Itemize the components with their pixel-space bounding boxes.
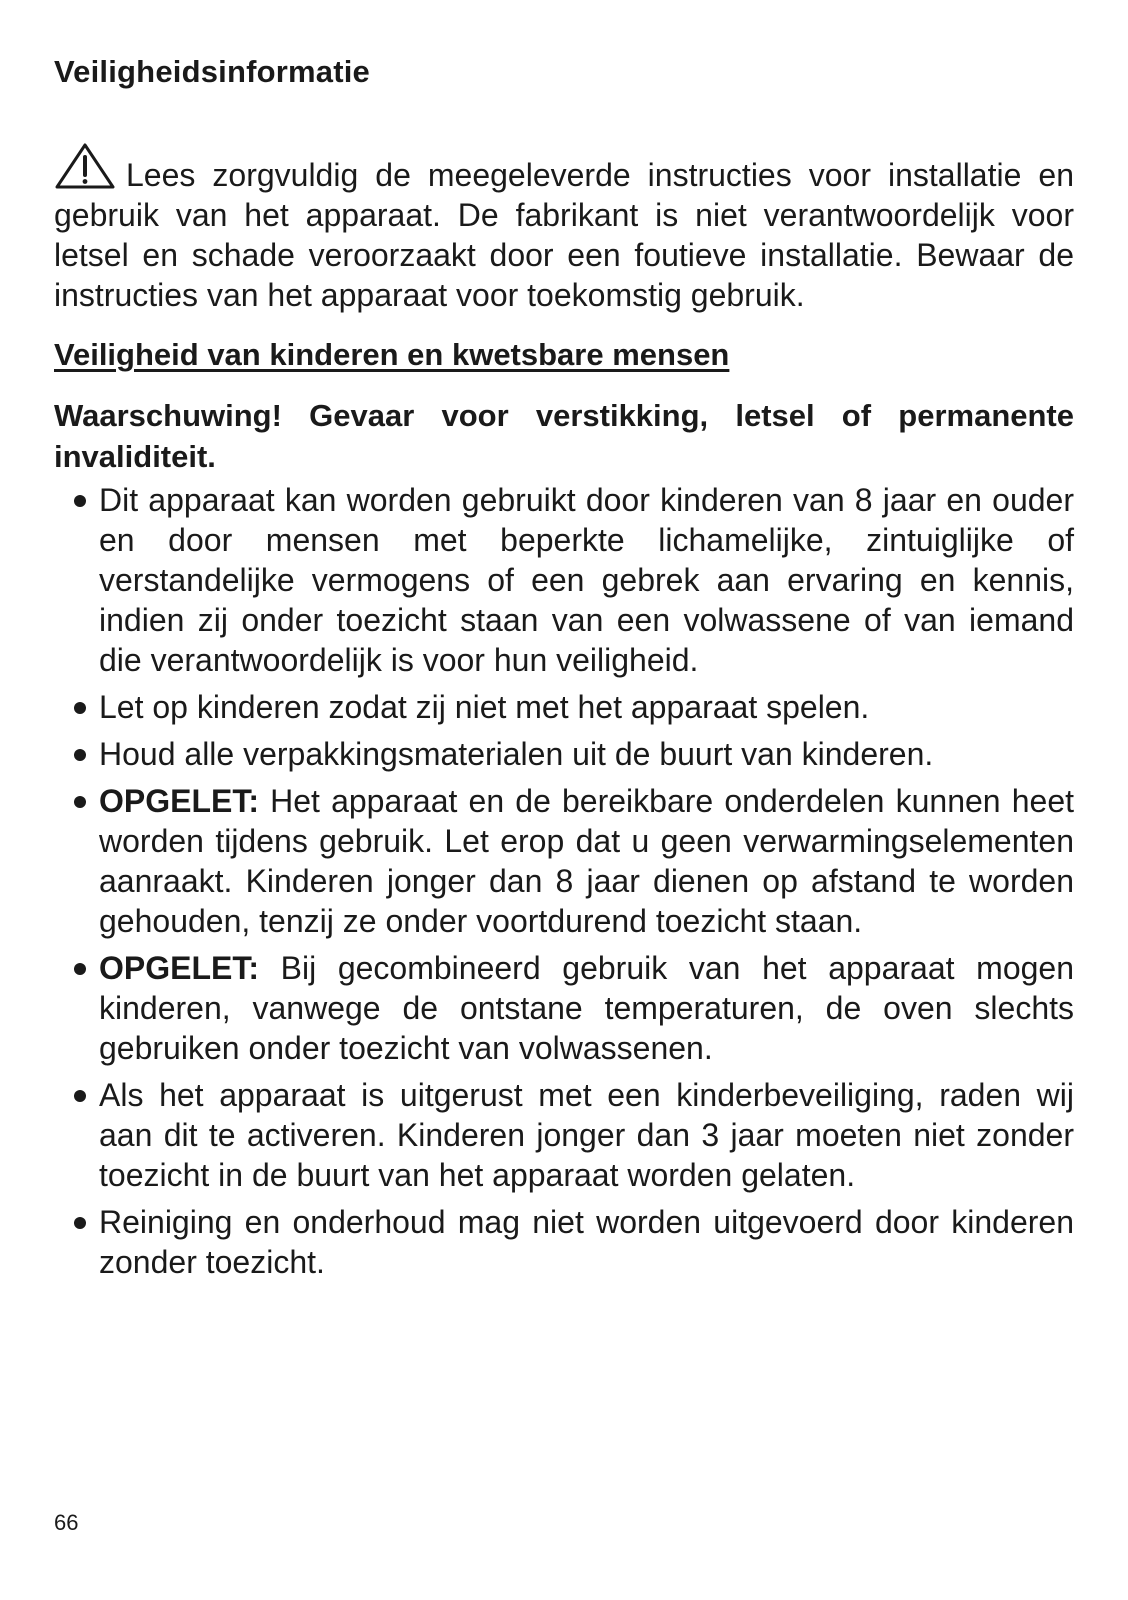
section-heading: Veiligheid van kinderen en kwetsbare mensen: [54, 337, 730, 372]
intro-paragraph: [54, 142, 1074, 315]
bullet-text: Bij gecombineerd gebruik van het apparaat mogen kinderen, vanwege de ontstane temperaturen, de oven slechts gebruiken onder toezicht van volwassenen.: [99, 950, 1074, 1066]
bullet-dot-icon: [74, 1090, 86, 1102]
page-number: 66: [54, 1510, 79, 1535]
list-item: [54, 1202, 1074, 1282]
bullet-text: Dit apparaat kan worden gebruikt door kinderen van 8 jaar en ouder en door mensen met beperkte lichamelijke, zintuiglijke of verstandelijke vermogens of een gebrek aan ervaring en kennis, indien zij onder toezicht staan van een volwassene of van iemand die verantwoordelijk is voor hun veiligheid.: [99, 482, 1074, 678]
bullet-lead: OPGELET:: [99, 950, 260, 986]
bullet-text: Reiniging en onderhoud mag niet worden uitgevoerd door kinderen zonder toezicht.: [99, 1204, 1074, 1280]
list-item: [54, 480, 1074, 680]
list-item: [54, 948, 1074, 1068]
bullet-dot-icon: [74, 749, 86, 761]
bullet-dot-icon: [74, 963, 86, 975]
list-item: [54, 687, 1074, 727]
bullet-dot-icon: [74, 495, 86, 507]
intro-text: Lees zorgvuldig de meegeleverde instructies voor installatie en gebruik van het apparaat. De fabrikant is niet verantwoordelijk voor letsel en schade veroorzaakt door een foutieve installatie. Bewaar de instructies van het apparaat voor toekomstig gebruik.: [54, 157, 1074, 313]
list-item: [54, 734, 1074, 774]
bullet-dot-icon: [74, 702, 86, 714]
bullet-dot-icon: [74, 796, 86, 808]
bullet-text: Als het apparaat is uitgerust met een kinderbeveiliging, raden wij aan dit te activeren. Kinderen jonger dan 3 jaar moeten niet zonder toezicht in de buurt van het apparaat worden gelaten.: [99, 1077, 1074, 1193]
warning-text: Waarschuwing! Gevaar voor verstikking, letsel of permanente invaliditeit.: [54, 398, 1074, 474]
bullet-text: Let op kinderen zodat zij niet met het apparaat spelen.: [99, 689, 870, 725]
page-title: Veiligheidsinformatie: [54, 54, 371, 89]
bullet-text: Houd alle verpakkingsmaterialen uit de buurt van kinderen.: [99, 736, 934, 772]
list-item: [54, 1075, 1074, 1195]
list-item: [54, 781, 1074, 941]
safety-bullet-list: [54, 480, 1074, 1289]
bullet-text: Het apparaat en de bereikbare onderdelen kunnen heet worden tijdens gebruik. Let erop dat u geen verwarmingselementen aanraakt. Kinderen jonger dan 8 jaar dienen op afstand te worden gehouden, tenzij ze onder voortdurend toezicht staan.: [99, 783, 1074, 939]
bullet-lead: OPGELET:: [99, 783, 260, 819]
bullet-dot-icon: [74, 1217, 86, 1229]
warning-triangle-icon: [54, 142, 116, 190]
